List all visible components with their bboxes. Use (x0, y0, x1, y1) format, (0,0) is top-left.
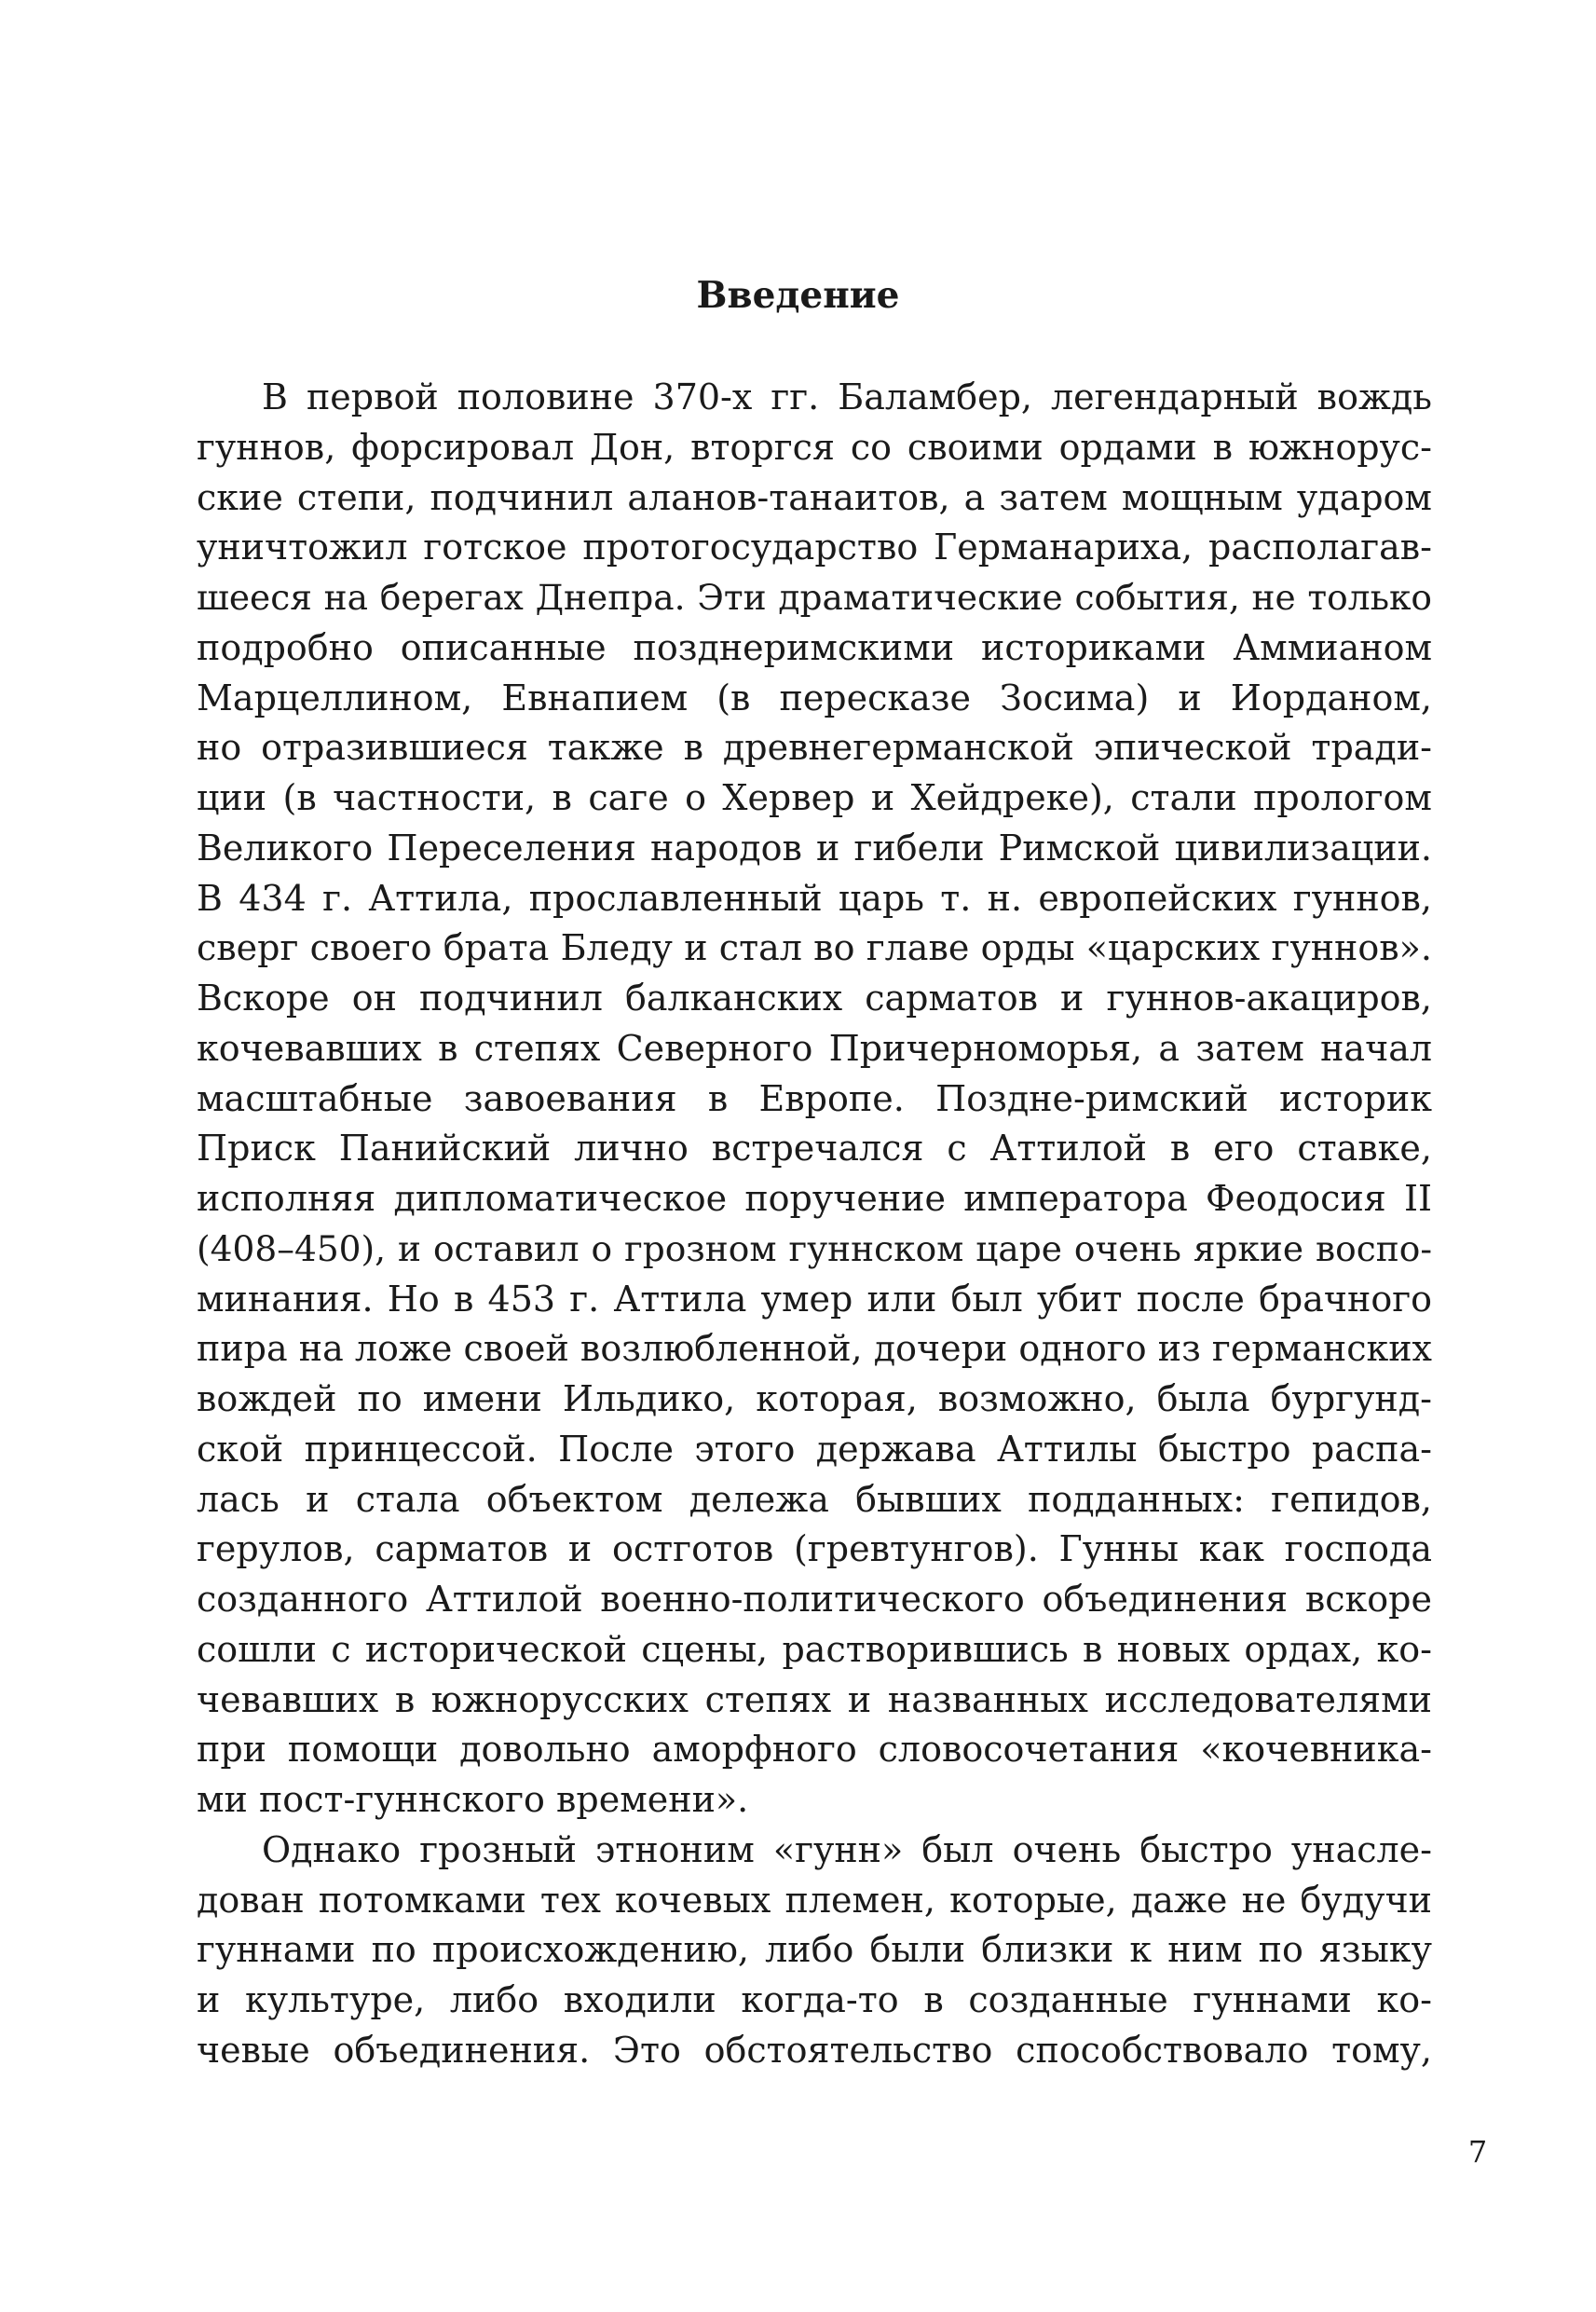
text-line: созданного Аттилой военно-политического объединения вскоре (197, 1579, 1432, 1620)
text-line: гуннов, форсировал Дон, вторгся со своими ордами в южнорус- (197, 426, 1432, 468)
text-line: дован потомками тех кочевых племен, которые, даже не будучи (197, 1879, 1432, 1921)
text-line: масштабные завоевания в Европе. Поздне-римский историк (197, 1077, 1432, 1119)
text-line: В первой половине 370-х гг. Баламбер, легендарный вождь (262, 376, 1432, 417)
text-line: Великого Переселения народов и гибели Римской цивилизации. (197, 827, 1432, 869)
text-line: В 434 г. Аттила, прославленный царь т. н. европейских гуннов, (197, 877, 1432, 919)
text-line: при помощи довольно аморфного словосочетания «кочевника- (197, 1729, 1432, 1771)
text-line: ми пост-гуннского времени». (197, 1779, 749, 1820)
text-line: пира на ложе своей возлюбленной, дочери одного из германских (197, 1328, 1432, 1370)
text-line: гуннами по происхождению, либо были близки к ним по языку (197, 1929, 1432, 1971)
text-line: вождей по имени Ильдико, которая, возможно, была бургунд- (197, 1378, 1432, 1419)
text-line: Приск Панийский лично встречался с Аттилой в его ставке, (197, 1128, 1432, 1170)
text-line: ции (в частности, в саге о Хервер и Хейдреке), стали прологом (197, 777, 1432, 818)
body-text (197, 373, 1432, 2076)
text-line: уничтожил готское протогосударство Германариха, располагав- (197, 527, 1432, 568)
text-line: кочевавших в степях Северного Причерноморья, а затем начал (197, 1027, 1432, 1069)
text-line: сошли с исторической сцены, растворившись в новых ордах, ко- (197, 1628, 1432, 1670)
text-line: ские степи, подчинил аланов-танаитов, а затем мощным ударом (197, 476, 1432, 518)
text-line: ской принцессой. После этого держава Аттилы быстро распа- (197, 1428, 1432, 1470)
text-line: подробно описанные позднеримскими историками Аммианом (197, 626, 1432, 668)
paragraph-1 (197, 373, 1432, 1826)
page-number: 7 (1467, 2134, 1488, 2169)
paragraph-2 (197, 1826, 1432, 2076)
text-line: минания. Но в 453 г. Аттила умер или был убит после брачного (197, 1278, 1432, 1320)
text-line: Однако грозный этноним «гунн» был очень быстро унасле- (262, 1828, 1432, 1870)
text-line: (408–450), и оставил о грозном гуннском царе очень яркие воспо- (197, 1227, 1432, 1269)
text-line: но отразившиеся также в древнегерманской эпической тради- (197, 727, 1432, 769)
text-line: Марцеллином, Евнапием (в пересказе Зосима) и Иорданом, (197, 677, 1432, 718)
text-line: и культуре, либо входили когда-то в созданные гуннами ко- (197, 1979, 1432, 2020)
text-line: чевые объединения. Это обстоятельство способствовало тому, (197, 2029, 1432, 2071)
chapter-heading: Введение (696, 274, 900, 317)
text-line: герулов, сарматов и остготов (гревтунгов). Гунны как господа (197, 1528, 1432, 1570)
text-line: лась и стала объектом дележа бывших подданных: гепидов, (197, 1478, 1432, 1520)
text-line: сверг своего брата Бледу и стал во главе орды «царских гуннов». (197, 927, 1432, 969)
text-line: исполняя дипломатическое поручение императора Феодосия II (197, 1178, 1432, 1219)
text-line: чевавших в южнорусских степях и названных исследователями (197, 1678, 1432, 1720)
text-line: Вскоре он подчинил балканских сарматов и гуннов-акациров, (197, 978, 1432, 1019)
text-line: шееся на берегах Днепра. Эти драматические события, не только (197, 577, 1432, 618)
